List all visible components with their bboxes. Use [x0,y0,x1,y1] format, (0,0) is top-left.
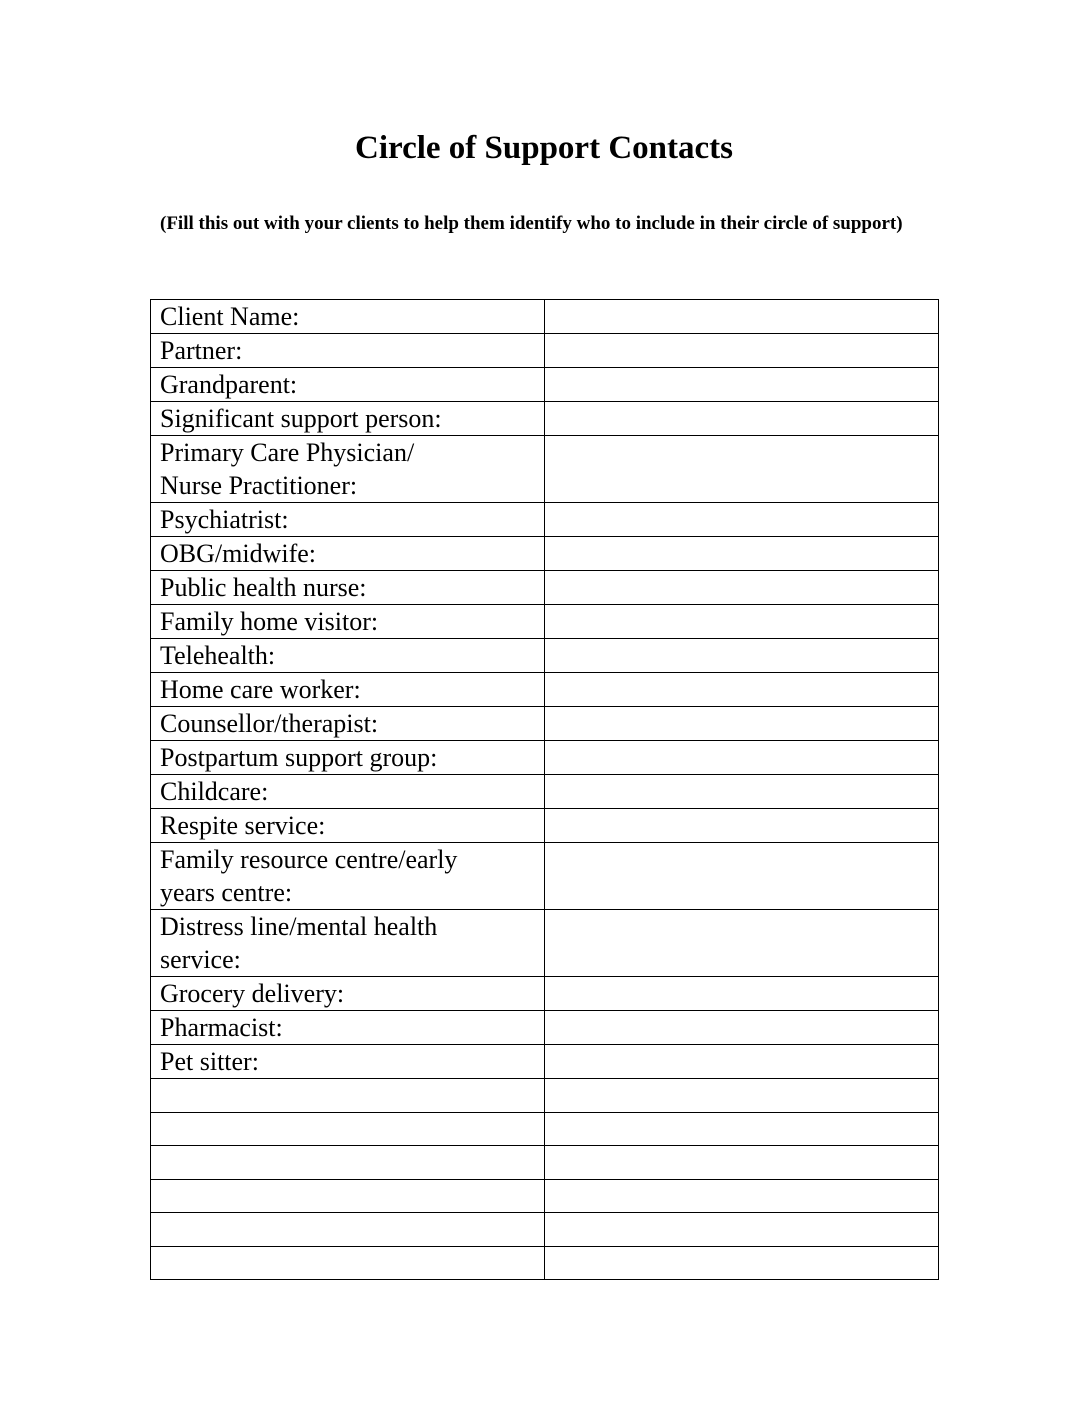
table-row [151,334,939,368]
contact-role-label: Respite service: [151,809,545,843]
table-row [151,1179,939,1213]
contact-role-label: Significant support person: [151,402,545,436]
table-row [151,775,939,809]
contact-value-field[interactable] [545,673,939,707]
contact-value-field[interactable] [545,1146,939,1180]
table-row [151,1246,939,1280]
contacts-table-body [151,300,939,1280]
table-row [151,571,939,605]
table-row [151,1146,939,1180]
table-row [151,1213,939,1247]
contact-role-label: Grocery delivery: [151,977,545,1011]
contact-role-label: Distress line/mental health service: [151,910,545,977]
contact-value-field[interactable] [545,1112,939,1146]
table-row [151,300,939,334]
contact-role-label: Pet sitter: [151,1045,545,1079]
contact-value-field[interactable] [545,843,939,910]
table-row [151,368,939,402]
contact-value-field[interactable] [545,571,939,605]
contact-role-label: Telehealth: [151,639,545,673]
contact-role-label [151,1112,545,1146]
table-row [151,537,939,571]
contact-value-field[interactable] [545,1179,939,1213]
contact-value-field[interactable] [545,1246,939,1280]
contact-role-label: Public health nurse: [151,571,545,605]
table-row [151,1011,939,1045]
contact-value-field[interactable] [545,436,939,503]
table-row [151,503,939,537]
contact-value-field[interactable] [545,1045,939,1079]
contact-role-label: Family home visitor: [151,605,545,639]
table-row [151,605,939,639]
contact-value-field[interactable] [545,707,939,741]
instructions-text: (Fill this out with your clients to help them identify who to include in their circle of support) [160,213,903,234]
contact-role-label: Postpartum support group: [151,741,545,775]
contact-role-label [151,1079,545,1113]
contact-value-field[interactable] [545,977,939,1011]
contact-role-label: Psychiatrist: [151,503,545,537]
table-row [151,843,939,910]
table-row [151,910,939,977]
table-row [151,741,939,775]
contact-role-label: Counsellor/therapist: [151,707,545,741]
contact-role-label [151,1146,545,1180]
contact-value-field[interactable] [545,368,939,402]
contact-role-label: Family resource centre/early years centre: [151,843,545,910]
contact-value-field[interactable] [545,741,939,775]
table-row [151,977,939,1011]
contact-value-field[interactable] [545,334,939,368]
contact-role-label [151,1246,545,1280]
table-row [151,1079,939,1113]
contacts-table [150,299,939,1280]
contact-role-label: Home care worker: [151,673,545,707]
table-row [151,436,939,503]
contact-role-label: Primary Care Physician/ Nurse Practitioner: [151,436,545,503]
table-row [151,673,939,707]
contact-role-label [151,1213,545,1247]
contact-role-label [151,1179,545,1213]
contact-value-field[interactable] [545,809,939,843]
contact-role-label: Childcare: [151,775,545,809]
contact-role-label: OBG/midwife: [151,537,545,571]
contact-value-field[interactable] [545,300,939,334]
table-row [151,639,939,673]
contact-role-label: Partner: [151,334,545,368]
table-row [151,1045,939,1079]
contact-role-label: Grandparent: [151,368,545,402]
contact-value-field[interactable] [545,1011,939,1045]
contact-value-field[interactable] [545,775,939,809]
contact-role-label: Client Name: [151,300,545,334]
contact-value-field[interactable] [545,639,939,673]
table-row [151,402,939,436]
page-title: Circle of Support Contacts [355,130,733,166]
contact-value-field[interactable] [545,537,939,571]
contact-value-field[interactable] [545,1213,939,1247]
table-row [151,1112,939,1146]
contact-value-field[interactable] [545,503,939,537]
contact-role-label: Pharmacist: [151,1011,545,1045]
table-row [151,707,939,741]
contact-value-field[interactable] [545,605,939,639]
contact-value-field[interactable] [545,910,939,977]
table-row [151,809,939,843]
contact-value-field[interactable] [545,1079,939,1113]
contact-value-field[interactable] [545,402,939,436]
